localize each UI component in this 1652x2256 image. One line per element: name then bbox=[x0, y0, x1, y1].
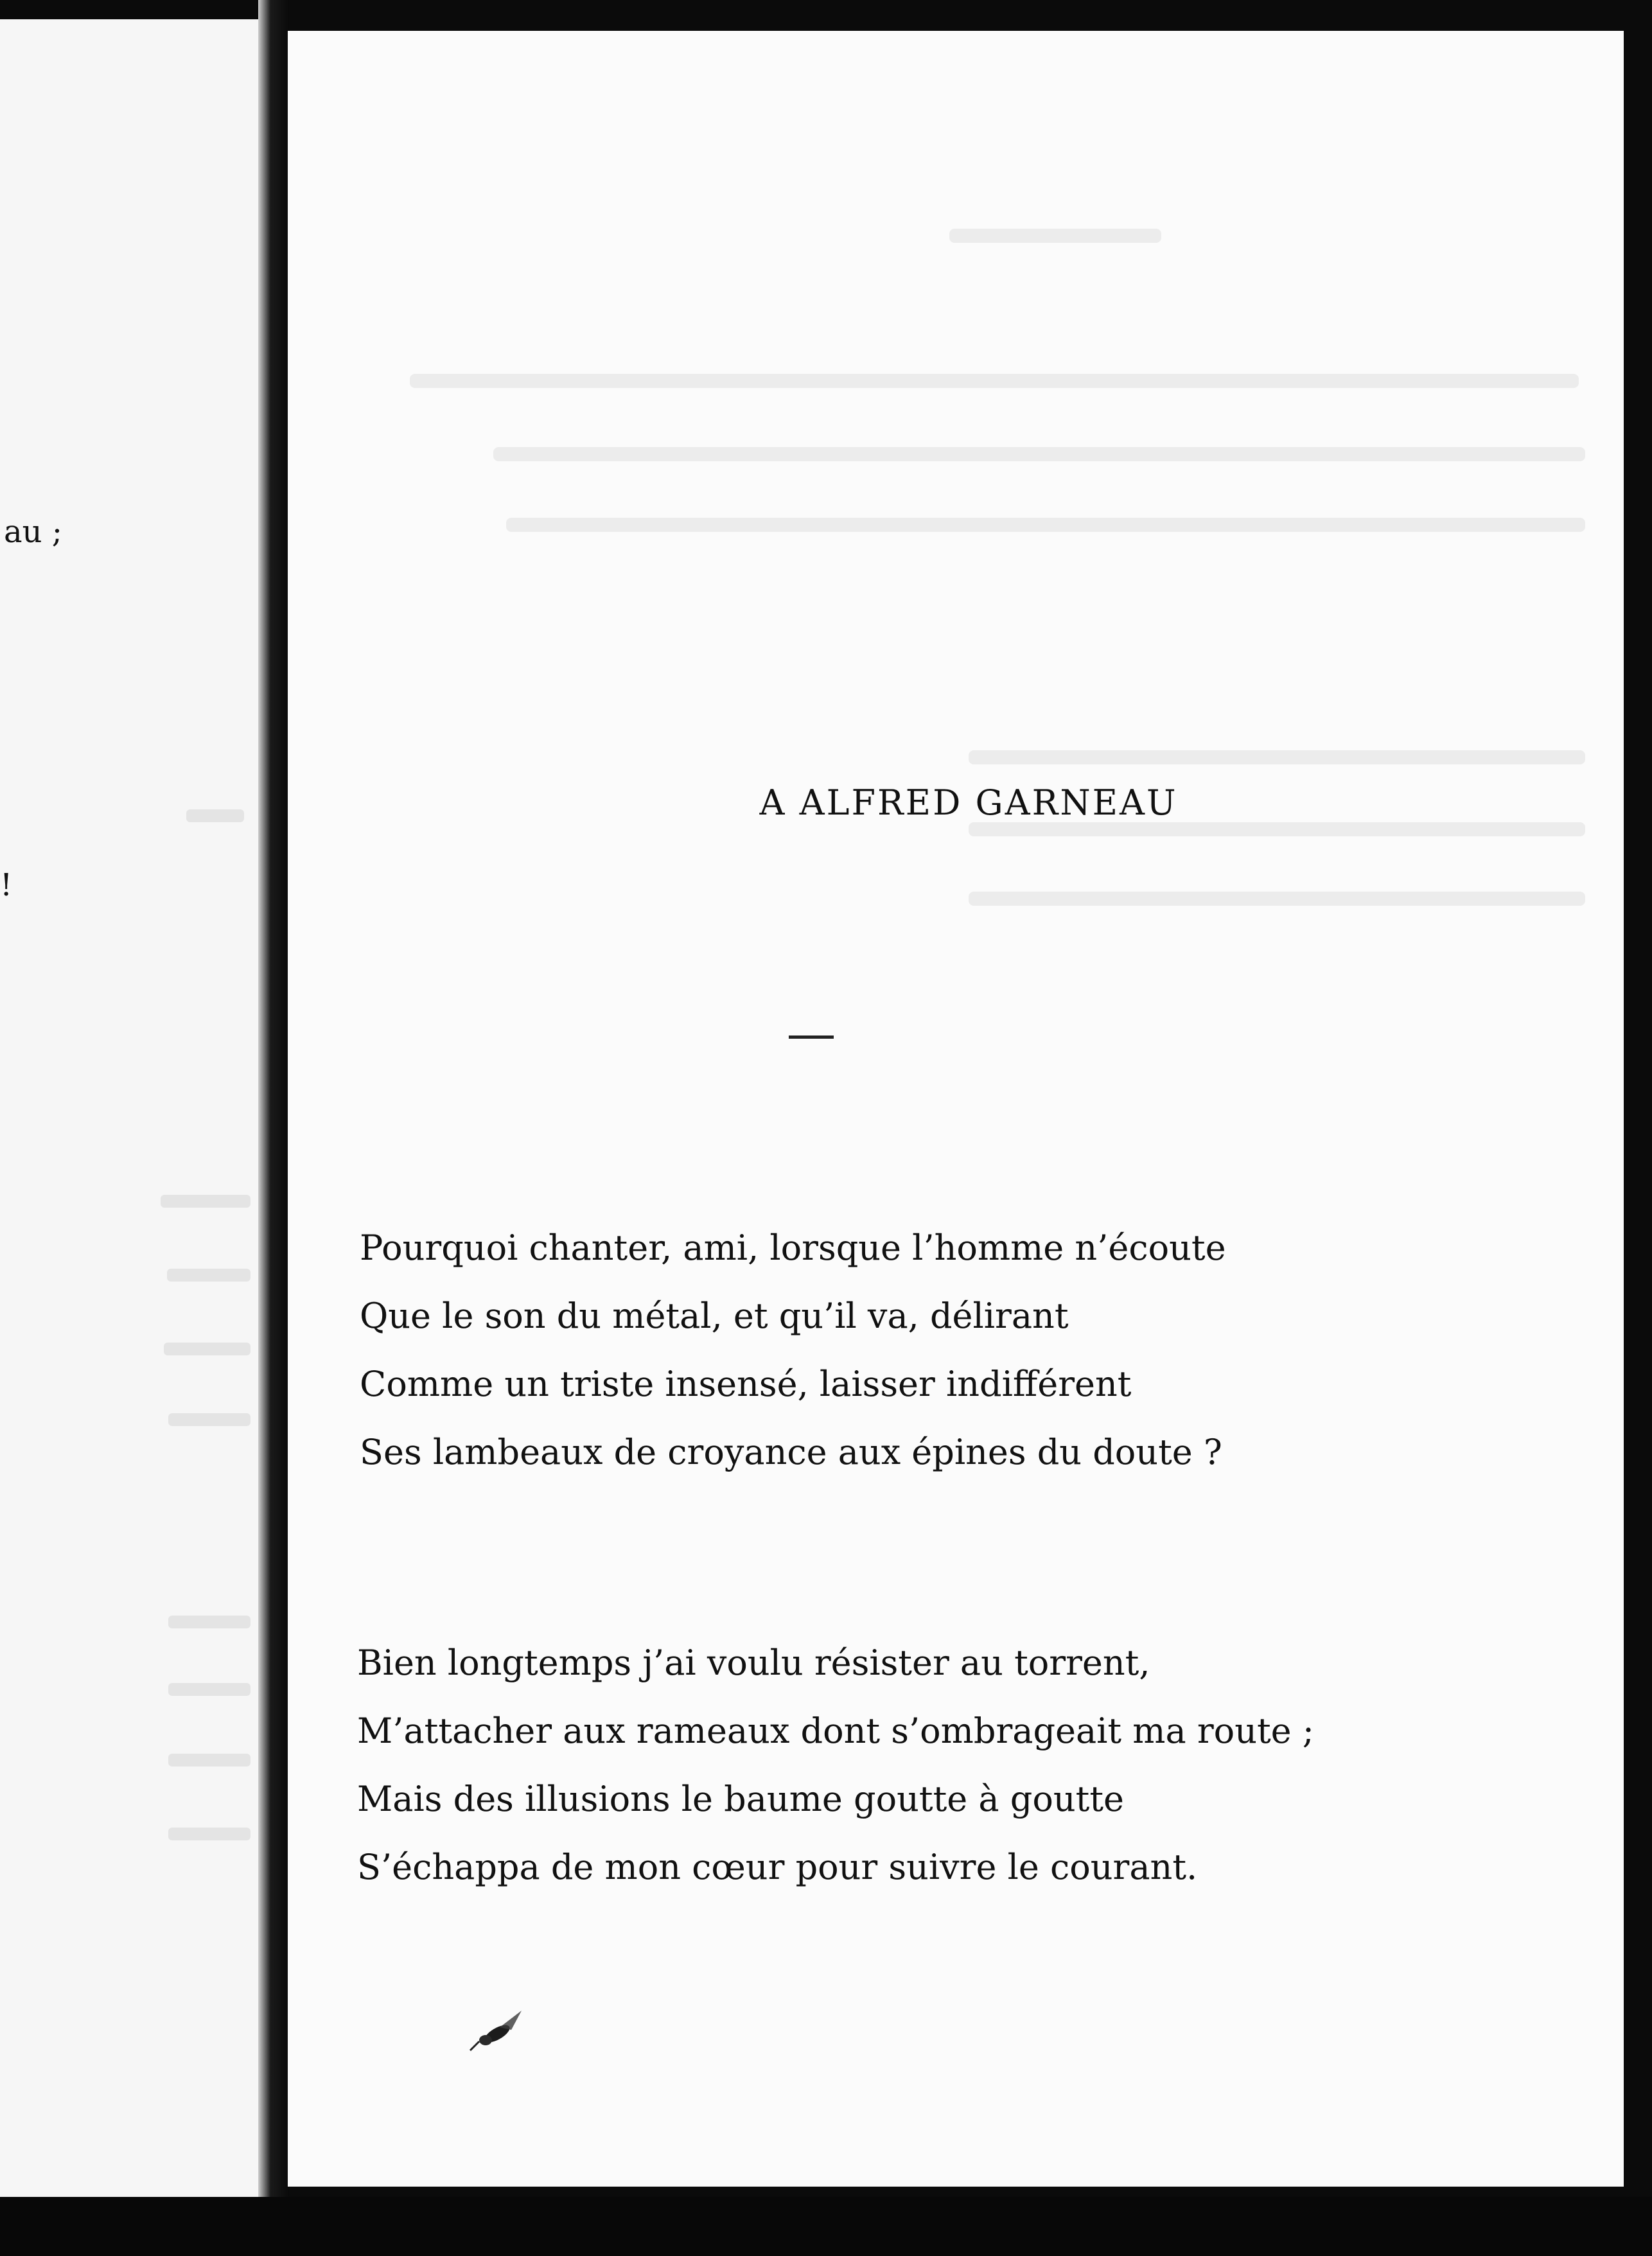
insect-stain bbox=[466, 2008, 524, 2053]
verse-line: M’attacher aux rameaux dont s’ombrageait ma route ; bbox=[357, 1711, 1314, 1751]
stanza bbox=[357, 1629, 1314, 1901]
poem-title: A ALFRED GARNEAU bbox=[759, 782, 1178, 823]
left-page-fragment: ! bbox=[0, 867, 13, 903]
verse-line: Comme un triste insensé, laisser indifférent bbox=[360, 1364, 1132, 1404]
right-page bbox=[288, 31, 1624, 2187]
title-rule bbox=[789, 1035, 834, 1039]
stanza bbox=[360, 1214, 1226, 1486]
bleed-through-mark bbox=[186, 809, 244, 822]
bleed-through-mark bbox=[168, 1828, 250, 1840]
bleed-through-mark bbox=[949, 229, 1161, 243]
verse-line: Que le son du métal, et qu’il va, délirant bbox=[360, 1296, 1069, 1336]
verse-line: Ses lambeaux de croyance aux épines du doute ? bbox=[360, 1432, 1222, 1472]
bleed-through-mark bbox=[493, 447, 1585, 461]
verse-line: Mais des illusions le baume goutte à goutte bbox=[357, 1779, 1124, 1819]
left-page bbox=[0, 19, 263, 2197]
bleed-through-mark bbox=[969, 750, 1585, 764]
bleed-through-mark bbox=[969, 892, 1585, 906]
book-gutter bbox=[258, 0, 289, 2256]
left-page-fragment: au ; bbox=[4, 514, 62, 550]
scan-bottom-edge bbox=[0, 2197, 1652, 2256]
verse-line: Bien longtemps j’ai voulu résister au torrent, bbox=[357, 1643, 1150, 1683]
bleed-through-mark bbox=[161, 1195, 250, 1208]
bleed-through-mark bbox=[969, 822, 1585, 836]
verse-line: S’échappa de mon cœur pour suivre le courant. bbox=[357, 1847, 1198, 1887]
verse-line: Pourquoi chanter, ami, lorsque l’homme n’écoute bbox=[360, 1228, 1226, 1268]
bleed-through-mark bbox=[168, 1616, 250, 1628]
bleed-through-mark bbox=[164, 1343, 250, 1355]
bleed-through-mark bbox=[167, 1269, 250, 1282]
bleed-through-mark bbox=[506, 518, 1585, 532]
bleed-through-mark bbox=[168, 1413, 250, 1426]
bleed-through-mark bbox=[168, 1683, 250, 1696]
bleed-through-mark bbox=[410, 374, 1579, 388]
bleed-through-mark bbox=[168, 1754, 250, 1767]
